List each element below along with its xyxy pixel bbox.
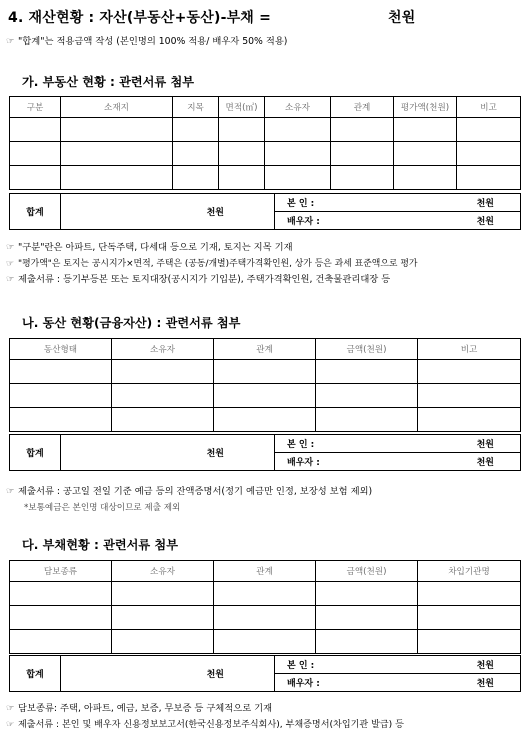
- table-row: [10, 166, 521, 190]
- debt-total-label: 합계: [10, 656, 61, 692]
- debt-heading: 다. 부채현황 : 관련서류 첨부: [22, 538, 178, 552]
- input-cell[interactable]: [214, 360, 316, 384]
- real-estate-table: [9, 96, 521, 190]
- real-estate-spouse-label: 배우자 :: [287, 217, 320, 227]
- input-cell[interactable]: [331, 166, 394, 190]
- real-estate-spouse-amount[interactable]: [275, 212, 521, 230]
- table-row: [10, 630, 521, 654]
- note-text: 제출서류 : 공고일 전일 기준 예금 등의 잔액증명서(정기 예금만 인정, 보장성 보험 제외): [18, 486, 373, 497]
- real-estate-col-remarks: 비고: [457, 97, 521, 118]
- real-estate-col-land-category: 지목: [173, 97, 219, 118]
- note-text: "구분"란은 아파트, 단독주택, 다세대 등으로 기재, 토지는 지목 기재: [18, 242, 293, 253]
- debt-table: [9, 560, 521, 654]
- movables-spouse-unit: 천원: [476, 458, 494, 468]
- table-row: [10, 582, 521, 606]
- input-cell[interactable]: [457, 118, 521, 142]
- input-cell[interactable]: [265, 166, 331, 190]
- real-estate-col-relation: 관계: [331, 97, 394, 118]
- input-cell[interactable]: [10, 142, 61, 166]
- pointing-hand-icon: ☞: [6, 36, 15, 47]
- movables-spouse-label: 배우자 :: [287, 458, 320, 468]
- table-row: [10, 118, 521, 142]
- debt-col-collateral-type: 담보종류: [10, 561, 112, 582]
- movables-total-label: 합계: [10, 435, 61, 471]
- movables-spouse-amount[interactable]: [275, 453, 521, 471]
- movables-total-unit: 천원: [61, 435, 275, 471]
- input-cell[interactable]: [457, 142, 521, 166]
- debt-total-unit: 천원: [61, 656, 275, 692]
- pointing-hand-icon: ☞: [6, 720, 15, 730]
- movables-heading: 나. 동산 현황(금융자산) : 관련서류 첨부: [22, 316, 241, 330]
- input-cell[interactable]: [112, 582, 214, 606]
- input-cell[interactable]: [173, 118, 219, 142]
- real-estate-spouse-unit: 천원: [476, 217, 494, 227]
- input-cell[interactable]: [214, 606, 316, 630]
- real-estate-self-amount[interactable]: [275, 194, 521, 212]
- debt-col-relation: 관계: [214, 561, 316, 582]
- movables-col-type: 동산형태: [10, 339, 112, 360]
- input-cell[interactable]: [112, 360, 214, 384]
- input-cell[interactable]: [316, 360, 418, 384]
- debt-col-amount: 금액(천원): [316, 561, 418, 582]
- real-estate-col-area: 면적(㎡): [219, 97, 265, 118]
- input-cell[interactable]: [10, 606, 112, 630]
- input-cell[interactable]: [10, 408, 112, 432]
- movables-table: [9, 338, 521, 432]
- input-cell[interactable]: [10, 582, 112, 606]
- debt-col-lender: 차입기관명: [418, 561, 521, 582]
- input-cell[interactable]: [214, 408, 316, 432]
- debt-spouse-unit: 천원: [476, 679, 494, 689]
- input-cell[interactable]: [316, 630, 418, 654]
- debt-note-2: [6, 719, 404, 731]
- section-title-unit: 천원: [388, 10, 416, 26]
- movables-col-amount: 금액(천원): [316, 339, 418, 360]
- real-estate-total: [9, 193, 521, 230]
- input-cell[interactable]: [457, 166, 521, 190]
- note-text: 제출서류 : 본인 및 배우자 신용정보보고서(한국신용정보주식회사), 부채증명서(차입기관 발급) 등: [18, 720, 404, 730]
- input-cell[interactable]: [394, 142, 457, 166]
- input-cell[interactable]: [265, 118, 331, 142]
- real-estate-col-type: 구분: [10, 97, 61, 118]
- pointing-hand-icon: ☞: [6, 274, 15, 285]
- note-text: 제출서류 : 등기부등본 또는 토지대장(공시지가 기입분), 주택가격확인원, 건축물관리대장 등: [18, 274, 391, 285]
- input-cell[interactable]: [418, 582, 521, 606]
- input-cell[interactable]: [418, 360, 521, 384]
- input-cell[interactable]: [61, 118, 173, 142]
- debt-spouse-amount[interactable]: [275, 674, 521, 692]
- input-cell[interactable]: [219, 142, 265, 166]
- real-estate-col-value: 평가액(천원): [394, 97, 457, 118]
- input-cell[interactable]: [214, 582, 316, 606]
- input-cell[interactable]: [418, 384, 521, 408]
- input-cell[interactable]: [61, 142, 173, 166]
- total-calculation-note: [6, 36, 287, 48]
- input-cell[interactable]: [316, 408, 418, 432]
- real-estate-note-3: [6, 274, 390, 286]
- table-row: [10, 606, 521, 630]
- table-row: [10, 142, 521, 166]
- input-cell[interactable]: [112, 630, 214, 654]
- input-cell[interactable]: [418, 630, 521, 654]
- input-cell[interactable]: [316, 606, 418, 630]
- table-row: [10, 408, 521, 432]
- input-cell[interactable]: [265, 142, 331, 166]
- table-row: [10, 384, 521, 408]
- input-cell[interactable]: [219, 166, 265, 190]
- input-cell[interactable]: [214, 384, 316, 408]
- movables-self-label: 본 인 :: [287, 440, 315, 450]
- real-estate-note-1: [6, 242, 293, 254]
- debt-note-1: [6, 703, 272, 715]
- input-cell[interactable]: [10, 630, 112, 654]
- pointing-hand-icon: ☞: [6, 486, 15, 497]
- movables-sub-note: *보통예금은 본인명 대상이므로 제출 제외: [24, 503, 181, 513]
- input-cell[interactable]: [10, 384, 112, 408]
- table-row: [10, 360, 521, 384]
- input-cell[interactable]: [331, 118, 394, 142]
- input-cell[interactable]: [394, 166, 457, 190]
- input-cell[interactable]: [418, 606, 521, 630]
- debt-total: [9, 655, 521, 692]
- real-estate-total-label: 합계: [10, 194, 61, 230]
- movables-total: [9, 434, 521, 471]
- input-cell[interactable]: [418, 408, 521, 432]
- input-cell[interactable]: [214, 630, 316, 654]
- movables-self-unit: 천원: [476, 440, 494, 450]
- real-estate-self-label: 본 인 :: [287, 199, 315, 209]
- input-cell[interactable]: [316, 582, 418, 606]
- input-cell[interactable]: [219, 118, 265, 142]
- input-cell[interactable]: [394, 118, 457, 142]
- input-cell[interactable]: [112, 384, 214, 408]
- real-estate-heading: 가. 부동산 현황 : 관련서류 첨부: [22, 75, 194, 89]
- input-cell[interactable]: [112, 606, 214, 630]
- input-cell[interactable]: [173, 166, 219, 190]
- section-title: [8, 7, 416, 27]
- pointing-hand-icon: ☞: [6, 703, 15, 714]
- debt-self-amount[interactable]: [275, 656, 521, 674]
- real-estate-note-2: [6, 258, 417, 270]
- movables-self-amount[interactable]: [275, 435, 521, 453]
- debt-self-label: 본 인 :: [287, 661, 315, 671]
- real-estate-total-unit: 천원: [61, 194, 275, 230]
- movables-col-remarks: 비고: [418, 339, 521, 360]
- input-cell[interactable]: [331, 142, 394, 166]
- input-cell[interactable]: [173, 142, 219, 166]
- pointing-hand-icon: ☞: [6, 259, 14, 269]
- pointing-hand-icon: ☞: [6, 242, 15, 253]
- input-cell[interactable]: [10, 118, 61, 142]
- input-cell[interactable]: [10, 166, 61, 190]
- note-text: "평가액"은 토지는 공시지가×면적, 주택은 (공동/개별)주택가격확인원, 상가 등은 과세 표준액으로 평가: [18, 259, 418, 269]
- debt-self-unit: 천원: [476, 661, 494, 671]
- input-cell[interactable]: [112, 408, 214, 432]
- real-estate-col-owner: 소유자: [265, 97, 331, 118]
- debt-spouse-label: 배우자 :: [287, 679, 320, 689]
- note-text: 담보종류: 주택, 아파트, 예금, 보증, 무보증 등 구체적으로 기재: [18, 703, 273, 714]
- input-cell[interactable]: [61, 166, 173, 190]
- debt-col-owner: 소유자: [112, 561, 214, 582]
- total-calculation-note-text: "합계"는 적용금액 작성 (본인명의 100% 적용/ 배우자 50% 적용): [18, 36, 288, 47]
- section-title-text: 4. 재산현황 : 자산(부동산+동산)-부채 =: [8, 10, 272, 26]
- movables-col-relation: 관계: [214, 339, 316, 360]
- movables-col-owner: 소유자: [112, 339, 214, 360]
- input-cell[interactable]: [10, 360, 112, 384]
- movables-note-1: [6, 486, 372, 498]
- real-estate-col-location: 소재지: [61, 97, 173, 118]
- input-cell[interactable]: [316, 384, 418, 408]
- real-estate-self-unit: 천원: [476, 199, 494, 209]
